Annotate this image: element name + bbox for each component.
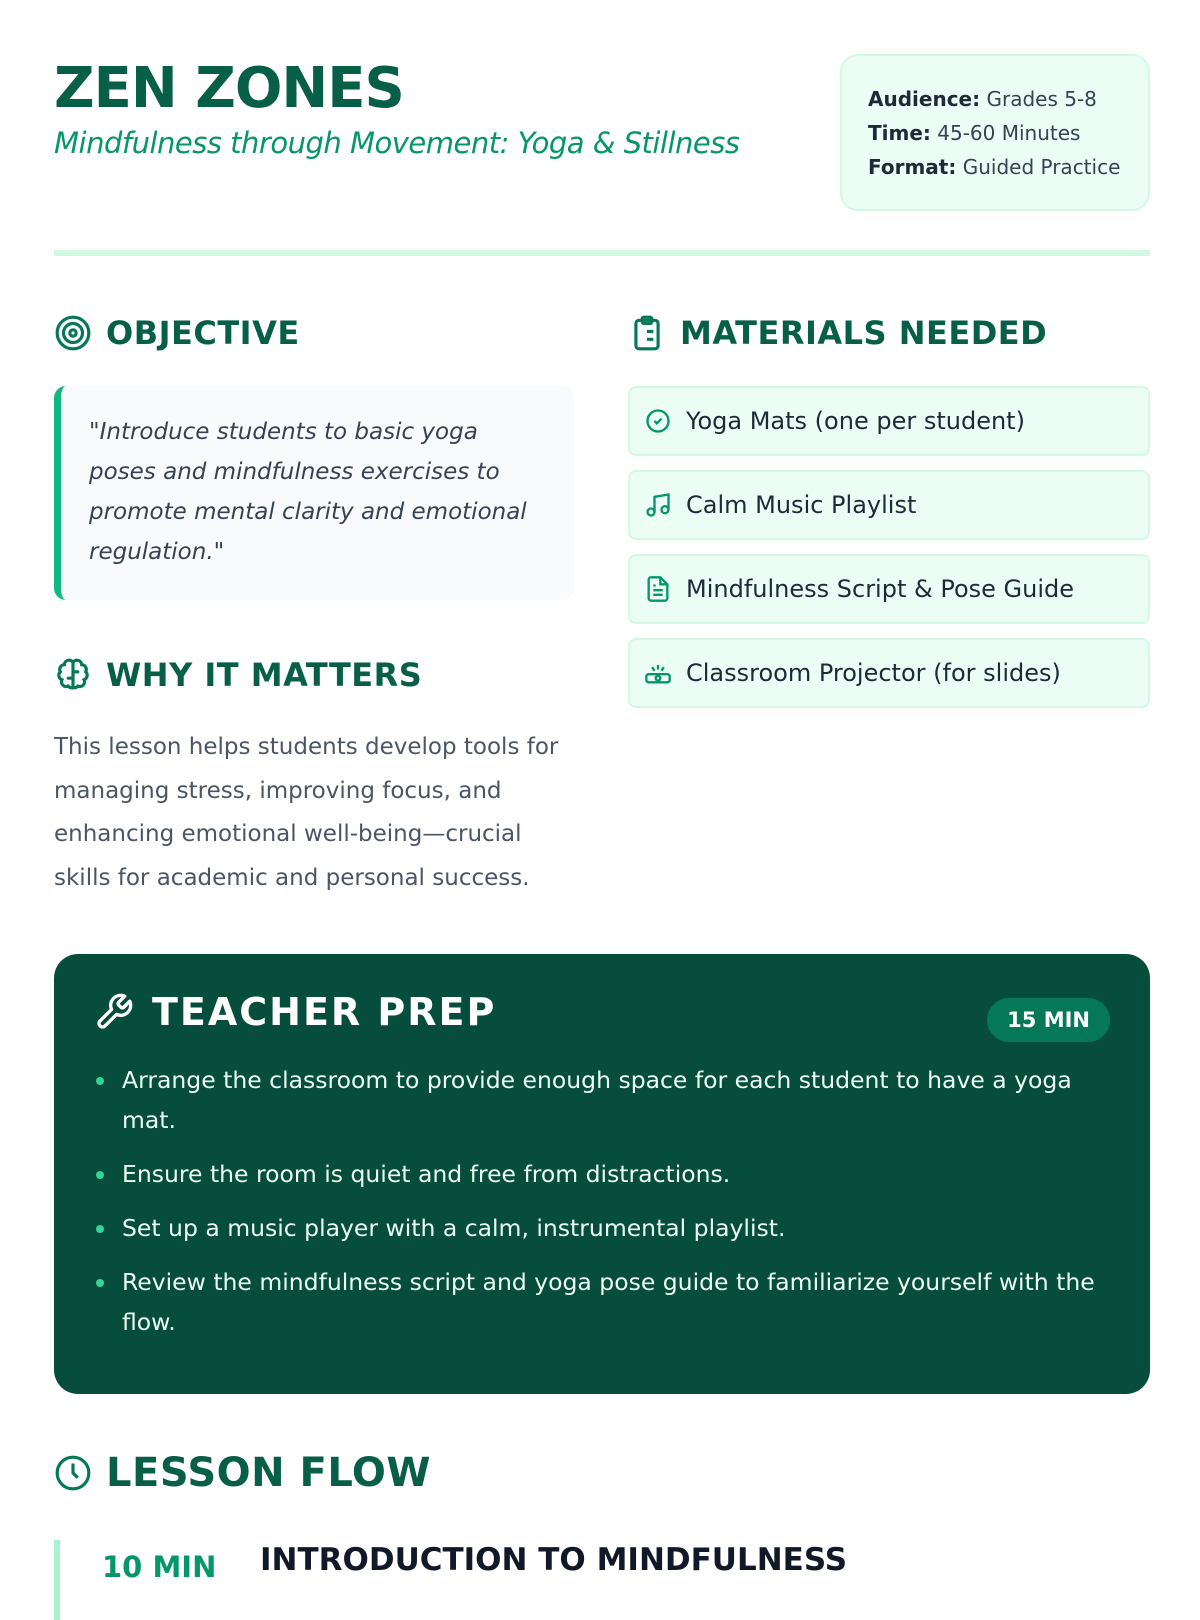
- lesson-meta-card: [840, 54, 1150, 211]
- music-icon: [644, 491, 672, 519]
- check-circle-icon: [644, 407, 672, 435]
- heading-text: MATERIALS NEEDED: [680, 314, 1048, 352]
- objective-heading: [54, 314, 574, 352]
- meta-label: Time:: [868, 121, 931, 145]
- document-icon: [644, 575, 672, 603]
- material-item: [628, 638, 1150, 708]
- materials-list: [628, 386, 1150, 708]
- prep-item: Review the mindfulness script and yoga pose guide to familiarize yourself with the flow.: [94, 1262, 1110, 1342]
- material-label: Classroom Projector (for slides): [686, 659, 1061, 687]
- teacher-prep-card: [54, 954, 1150, 1394]
- heading-text: WHY IT MATTERS: [106, 656, 423, 694]
- prep-item: Ensure the room is quiet and free from distractions.: [94, 1154, 1110, 1194]
- heading-text: TEACHER PREP: [152, 990, 497, 1034]
- meta-value: 45-60 Minutes: [937, 121, 1081, 145]
- why-heading: [54, 656, 574, 694]
- lesson-step: [54, 1540, 1150, 1620]
- prep-item: Arrange the classroom to provide enough space for each student to have a yoga mat.: [94, 1060, 1110, 1140]
- step-time: 10 MIN: [102, 1550, 217, 1584]
- lesson-flow-heading: [54, 1450, 431, 1496]
- page-title: ZEN ZONES: [54, 56, 404, 121]
- left-column: [54, 314, 574, 900]
- heading-text: LESSON FLOW: [106, 1450, 432, 1496]
- target-icon: [54, 314, 92, 352]
- meta-value: Grades 5-8: [986, 87, 1097, 111]
- material-label: Yoga Mats (one per student): [686, 407, 1025, 435]
- divider: [54, 250, 1150, 256]
- meta-format: [868, 150, 1122, 184]
- why-text: This lesson helps students develop tools for managing stress, improving focus, and enhancing emotional well-being—crucial skills for academic and personal success.: [54, 734, 559, 891]
- objective-quote: "Introduce students to basic yoga poses and mindfulness exercises to promote mental clarity and emotional regulation.": [54, 386, 574, 600]
- heading-text: OBJECTIVE: [106, 314, 300, 352]
- material-item: [628, 386, 1150, 456]
- clipboard-icon: [628, 314, 666, 352]
- prep-heading: [94, 990, 1110, 1034]
- prep-list: [94, 1060, 1110, 1342]
- brain-icon: [54, 656, 92, 694]
- wrench-icon: [94, 992, 134, 1032]
- meta-time: [868, 116, 1122, 150]
- meta-label: Format:: [868, 155, 957, 179]
- page-subtitle: Mindfulness through Movement: Yoga & Stillness: [54, 126, 740, 160]
- right-column: [628, 314, 1150, 708]
- meta-label: Audience:: [868, 87, 981, 111]
- meta-value: Guided Practice: [962, 155, 1121, 179]
- materials-heading: [628, 314, 1150, 352]
- material-item: [628, 470, 1150, 540]
- material-item: [628, 554, 1150, 624]
- meta-audience: [868, 82, 1122, 116]
- step-title: INTRODUCTION TO MINDFULNESS: [260, 1542, 848, 1578]
- material-label: Calm Music Playlist: [686, 491, 917, 519]
- prep-item: Set up a music player with a calm, instrumental playlist.: [94, 1208, 1110, 1248]
- clock-icon: [54, 1454, 92, 1492]
- header: [54, 54, 1150, 179]
- duration-badge: 15 MIN: [987, 998, 1110, 1042]
- material-label: Mindfulness Script & Pose Guide: [686, 575, 1075, 603]
- projector-icon: [644, 659, 672, 687]
